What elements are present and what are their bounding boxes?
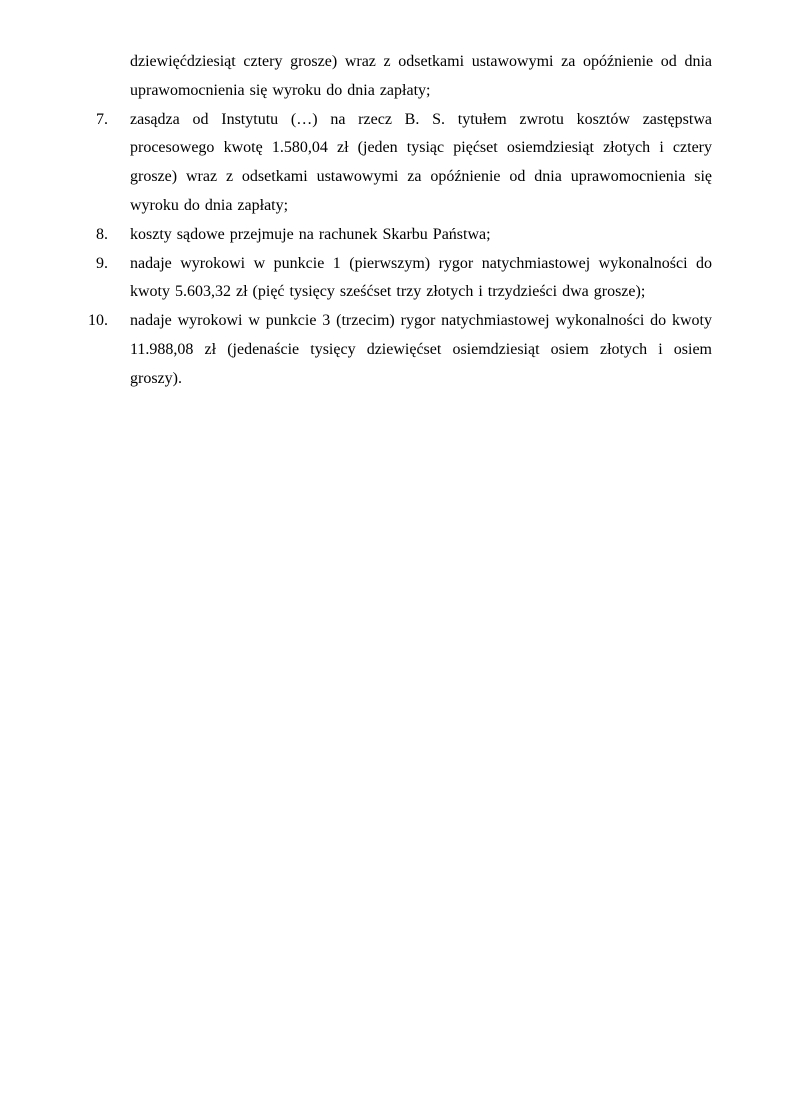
item-number: 9. [96, 254, 108, 272]
judgment-item [0, 250, 791, 308]
item-number: 8. [96, 225, 108, 243]
item-text: zasądza od Instytutu (…) na rzecz B. S. tytułem zwrotu kosztów zastępstwa procesowego kwotę 1.580,04 zł (jeden tysiąc pięćset osiemdziesiąt złotych i cztery grosze) wraz z odsetkami ustawowymi za opóźnienie od dnia uprawomocnienia się wyroku do dnia zapłaty; [130, 110, 712, 214]
judgment-text-block [0, 0, 791, 394]
continuation-paragraph [0, 48, 791, 106]
item-text: koszty sądowe przejmuje na rachunek Skarbu Państwa; [130, 225, 491, 243]
item-number: 10. [88, 312, 108, 330]
judgment-item [0, 307, 791, 393]
item-number: 7. [96, 110, 108, 128]
judgment-item [0, 221, 791, 250]
judgment-items-list [0, 106, 791, 394]
continuation-paragraph-text: dziewięćdziesiąt cztery grosze) wraz z odsetkami ustawowymi za opóźnienie od dnia uprawomocnienia się wyroku do dnia zapłaty; [130, 53, 712, 99]
item-text: nadaje wyrokowi w punkcie 1 (pierwszym) rygor natychmiastowej wykonalności do kwoty 5.603,32 zł (pięć tysięcy sześćset trzy złotych i trzydzieści dwa grosze); [130, 254, 712, 301]
judgment-item [0, 106, 791, 221]
item-text: nadaje wyrokowi w punkcie 3 (trzecim) rygor natychmiastowej wykonalności do kwoty 11.988,08 zł (jedenaście tysięcy dziewięćset osiemdziesiąt osiem złotych i osiem groszy). [130, 312, 712, 387]
